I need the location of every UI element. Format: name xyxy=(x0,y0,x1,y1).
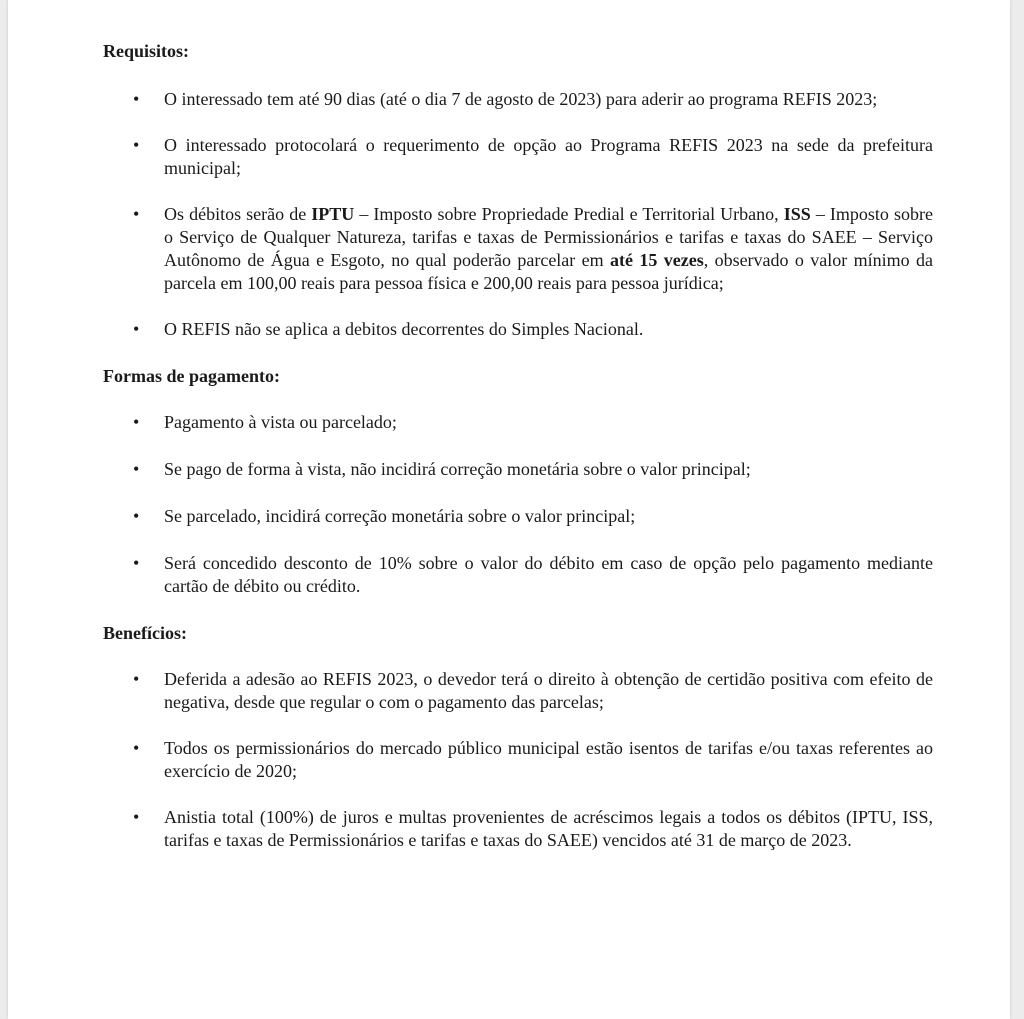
heading-formas-de-pagamento: Formas de pagamento: xyxy=(103,366,280,386)
list-item-text: Será concedido desconto de 10% sobre o valor do débito em caso de opção pelo pagamento mediante cartão de débito ou crédito. xyxy=(164,553,933,596)
bullet-icon: • xyxy=(133,135,140,155)
bold-iptu: IPTU xyxy=(311,204,355,224)
bullet-icon: • xyxy=(133,459,140,479)
list-item xyxy=(103,318,933,341)
bullet-icon: • xyxy=(133,807,140,827)
list-item-text: Se parcelado, incidirá correção monetária sobre o valor principal; xyxy=(164,506,636,526)
list-item xyxy=(103,134,933,180)
bullet-icon: • xyxy=(133,204,140,224)
list-item xyxy=(103,737,933,783)
list-item xyxy=(103,505,933,528)
list-item-text: O REFIS não se aplica a debitos decorrentes do Simples Nacional. xyxy=(164,319,644,339)
heading-beneficios: Benefícios: xyxy=(103,623,187,643)
requisitos-list xyxy=(103,88,933,341)
list-item xyxy=(103,203,933,295)
list-item-text: O interessado tem até 90 dias (até o dia 7 de agosto de 2023) para aderir ao programa REFIS 2023; xyxy=(164,89,878,109)
document-content xyxy=(103,38,933,852)
bullet-icon: • xyxy=(133,412,140,432)
list-item-text: Os débitos serão de IPTU – Imposto sobre Propriedade Predial e Territorial Urbano, ISS – Imposto sobre o Serviço de Qualquer Natureza, tarifas e taxas de Permissionários e tarifas e taxas do SAEE – Serviço Autônomo de Água e Esgoto, no qual poderão parcelar em até 15 vezes, observado o valor mínimo da parcela em 100,00 reais para pessoa física e 200,00 reais para pessoa jurídica; xyxy=(164,204,933,293)
list-item-text: O interessado protocolará o requerimento de opção ao Programa REFIS 2023 na sede da prefeitura municipal; xyxy=(164,135,933,178)
bullet-icon: • xyxy=(133,89,140,109)
list-item xyxy=(103,806,933,852)
bullet-icon: • xyxy=(133,669,140,689)
list-item xyxy=(103,458,933,481)
list-item-text: Se pago de forma à vista, não incidirá correção monetária sobre o valor principal; xyxy=(164,459,751,479)
list-item-text: Deferida a adesão ao REFIS 2023, o devedor terá o direito à obtenção de certidão positiva com efeito de negativa, desde que regular o com o pagamento das parcelas; xyxy=(164,669,933,712)
list-item xyxy=(103,552,933,598)
list-item-text: Todos os permissionários do mercado público municipal estão isentos de tarifas e/ou taxas referentes ao exercício de 2020; xyxy=(164,738,933,781)
list-item xyxy=(103,88,933,111)
list-item xyxy=(103,411,933,434)
pagamento-list xyxy=(103,411,933,598)
bullet-icon: • xyxy=(133,553,140,573)
list-item-text: Anistia total (100%) de juros e multas provenientes de acréscimos legais a todos os débitos (IPTU, ISS, tarifas e taxas de Permissionários e tarifas e taxas do SAEE) vencidos até 31 de março de 2023. xyxy=(164,807,933,850)
heading-requisitos: Requisitos: xyxy=(103,41,190,61)
bold-iss: ISS xyxy=(783,204,811,224)
bullet-icon: • xyxy=(133,738,140,758)
document-page xyxy=(8,0,1010,1019)
bullet-icon: • xyxy=(133,319,140,339)
bold-installments: até 15 vezes xyxy=(610,250,704,270)
beneficios-list xyxy=(103,668,933,852)
bullet-icon: • xyxy=(133,506,140,526)
list-item xyxy=(103,668,933,714)
list-item-text: Pagamento à vista ou parcelado; xyxy=(164,412,397,432)
